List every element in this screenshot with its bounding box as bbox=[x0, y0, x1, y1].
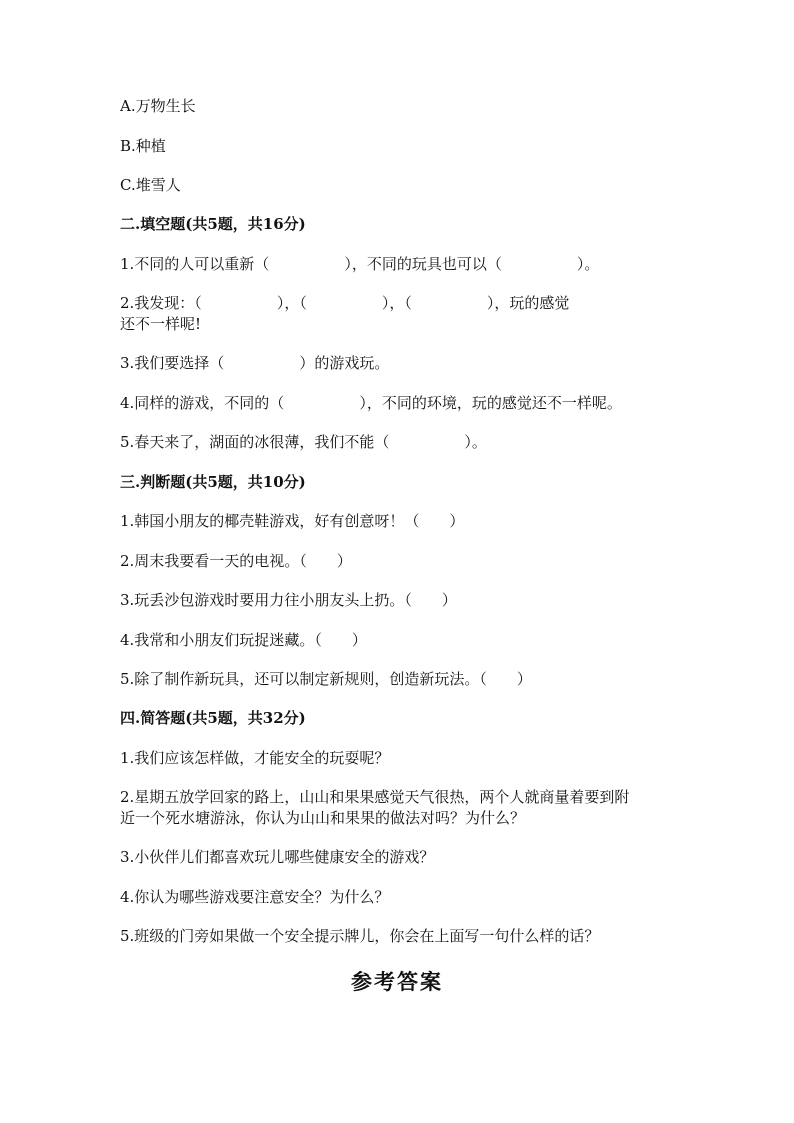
short-question-2-line-1: 2.星期五放学回家的路上，山山和果果感觉天气很热，两个人就商量着要到附 bbox=[120, 788, 630, 806]
option-b: B.种植 bbox=[120, 137, 166, 155]
fill-question-2-line-2: 还不一样呢! bbox=[120, 315, 202, 333]
judge-question-5: 5.除了制作新玩具，还可以制定新规则，创造新玩法。（ ） bbox=[120, 670, 532, 688]
fill-question-3: 3.我们要选择（ ）的游戏玩。 bbox=[120, 354, 390, 372]
judge-question-3: 3.玩丢沙包游戏时要用力往小朋友头上扔。（ ） bbox=[120, 591, 457, 609]
fill-question-2-line-1: 2.我发现：（ ），（ ），（ ），玩的感觉 bbox=[120, 294, 570, 312]
fill-question-4: 4.同样的游戏，不同的（ ），不同的环境，玩的感觉还不一样呢。 bbox=[120, 394, 622, 412]
option-c: C.堆雪人 bbox=[120, 176, 181, 194]
fill-question-5: 5.春天来了，湖面的冰很薄，我们不能（ ）。 bbox=[120, 433, 487, 451]
option-a: A.万物生长 bbox=[120, 97, 196, 115]
short-question-2-line-2: 近一个死水塘游泳，你认为山山和果果的做法对吗？为什么？ bbox=[120, 809, 526, 827]
judge-question-2: 2.周末我要看一天的电视。（ ） bbox=[120, 552, 352, 570]
short-question-5: 5.班级的门旁如果做一个安全提示牌儿，你会在上面写一句什么样的话？ bbox=[120, 927, 600, 945]
judge-section-heading: 三.判断题(共5题，共10分) bbox=[120, 473, 306, 491]
fill-section-heading: 二.填空题(共5题，共16分) bbox=[120, 215, 306, 233]
short-question-4: 4.你认为哪些游戏要注意安全？为什么？ bbox=[120, 888, 390, 906]
short-section-heading: 四.简答题(共5题，共32分) bbox=[120, 709, 306, 727]
short-question-3: 3.小伙伴儿们都喜欢玩儿哪些健康安全的游戏？ bbox=[120, 848, 435, 866]
fill-question-1: 1.不同的人可以重新（ ），不同的玩具也可以（ ）。 bbox=[120, 255, 600, 273]
judge-question-4: 4.我常和小朋友们玩捉迷藏。（ ） bbox=[120, 631, 367, 649]
short-question-1: 1.我们应该怎样做，才能安全的玩耍呢？ bbox=[120, 749, 390, 767]
judge-question-1: 1.韩国小朋友的椰壳鞋游戏，好有创意呀！（ ） bbox=[120, 512, 465, 530]
answer-key-title: 参考答案 bbox=[351, 969, 443, 994]
